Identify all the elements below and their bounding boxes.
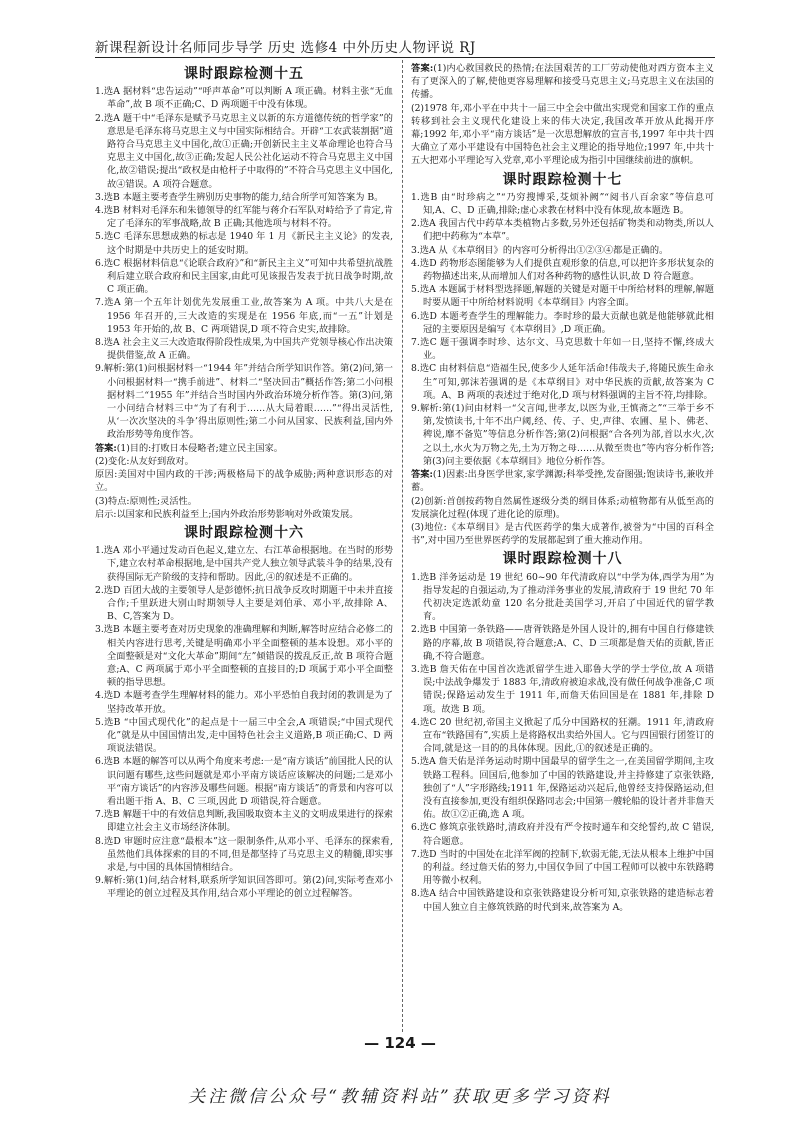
answer-item: 5.选C 毛泽东思想成熟的标志是 1940 年 1 月《新民主主义论》的发表,这个时期是中共历史上的延安时期。	[95, 231, 393, 256]
answer-block	[95, 442, 393, 455]
answer-item: 4.选D 本题考查学生理解材料的能力。邓小平恐怕自我封闭的教训是为了坚持改革开放。	[95, 690, 393, 715]
answer-line: (2)1978 年,邓小平在中共十一届三中全会中做出实现党和国家工作的重点转移到社会主义现代化建设上来的伟大决定,我国改革开放从此揭开序幕;1992 年,邓小平“南方谈话”是一次思想解放的宣言书,1997 年中共十四大确立了邓小平建设有中国特色社会主义理论的指导地位;1997 年,中共十五大把邓小平理论写入党章,邓小平理论成为指引中国继续前进的旗帜。	[411, 102, 714, 167]
answer-line: (2)变化:从友好到敌对。	[95, 455, 194, 467]
answer-line: (3)特点:原则性;灵活性。	[95, 495, 197, 507]
answer-item: 7.选B 解题干中的有效信息判断,我国吸取资本主义的文明成果进行的探索即建立社会主义市场经济体制。	[95, 809, 393, 834]
section-title-16: 课时跟踪检测十六	[184, 524, 304, 541]
answer-item: 5.选A 本题属于材料型选择题,解题的关键是对题干中所给材料的理解,解题时要从题干中所给材料说明《本草纲目》内容全面。	[411, 284, 714, 309]
answer-item: 6.选D 本题考查学生的理解能力。李时珍的最大贡献也就是他能够就此相冠的主要原因是编写《本草纲目》,D 项正确。	[411, 310, 714, 335]
answer-item: 1.选B 洋务运动是 19 世纪 60~90 年代清政府以“中学为体,西学为用”为指导发起的自强运动,为了推动洋务事业的发展,清政府于 19 世纪 70 年代初决定选派幼童 120 名分批赴美国学习,开启了中国近代的留学教育。	[411, 571, 714, 623]
answer-item: 3.选B 詹天佑在中国首次选派留学生进入耶鲁大学的学士学位,故 A 项错误;中法战争爆发于 1883 年,清政府被迫求战,没有做任何战争准备,C 项错误;保路运动发生于 1911 年,而詹天佑回国是在 1881 年,排除 D 项。故选 B 项。	[411, 663, 714, 715]
answer-item: 8.选A 社会主义三大改造取得阶段性成果,为中国共产党领导核心作出决策提供借鉴,故 A 正确。	[95, 337, 393, 362]
answer-line: (3)地位:《本草纲目》是古代医药学的集大成著作,被誉为“中国的百科全书”,对中国乃至世界医药学的发展都起到了重大推动作用。	[411, 521, 714, 547]
column-divider	[402, 60, 403, 1032]
answer-block	[411, 468, 714, 494]
answer-item: 8.选C 由材料信息“造福生民,使多少人延年活命!伟哉夫子,将随民族生命永生”可知,郭沫若强调的是《本草纲目》对中华民族的贡献,故答案为 C 项。A、B 两项的表述过于绝对化,D 项与材料强调的主旨不符,均排除。	[411, 363, 714, 401]
page-number: — 124 —	[364, 1034, 436, 1052]
answer-item: 6.选B 本题的解答可以从两个角度来考虑:一是“南方谈话”前国批人民的认识问题有哪些,这些问题就是邓小平南方谈话应该解决的问题;二是邓小平“南方谈话”的内容涉及哪些问题。根据“南方谈话”的背景和内容可以看出题干指 A、B、C 三项,因此 D 项错误,符合题意。	[95, 756, 393, 807]
answer-item: 3.选B 本题主要考查对历史现象的准确理解和判断,解答时应结合必修二的相关内容进行思考,关键是明确邓小平全面整顿的基本设想。邓小平的全面整顿是对“文化大革命”期间“左”倾错误的拨乱反正,故 B 项符合题意;A、C 两项属于邓小平全面整顿的直接目的;D 项属于邓小平全面整顿的指导思想。	[95, 624, 393, 689]
answer-item: 8.选A 结合中国铁路建设和京张铁路建设分析可知,京张铁路的建造标志着中国人独立自主修筑铁路的时代到来,故答案为 A。	[411, 888, 714, 913]
section-title-15: 课时跟踪检测十五	[184, 66, 304, 82]
answer-item: 2.选D 百团大战的主要领导人是彭德怀;抗日战争反攻时期题干中未并直接合作;千里跃进大别山时期领导人主要是刘伯承、邓小平,故排除 A、B、C,答案为 D。	[95, 584, 393, 623]
answer-item: 3.选A 从《本草纲目》的内容可分析得出①②③④都是正确的。	[411, 244, 669, 256]
answer-item: 4.选B 材料对毛泽东和朱德领导的红军能与蒋介石军队对峙给予了肯定,肯定了毛泽东的军事战略,故 B 正确;其他选项与材料不符。	[95, 205, 393, 230]
answer-item: 3.选B 本题主要考查学生辨别历史事物的能力,结合所学可知答案为 B。	[95, 191, 384, 203]
answer-item: 4.选C 20 世纪初,帝国主义掀起了瓜分中国路权的狂潮。1911 年,清政府宣布“铁路国有”,实质上是将路权出卖给外国人。它与四国银行团签订的合同,就是这一目的的具体体现。因此,①的叙述是正确的。	[411, 716, 714, 755]
answer-line: 启示:以国家和民族利益至上;国内外政治形势影响对外政策发展。	[95, 508, 359, 520]
answer-line: (1)因素:出身医学世家,家学渊源;科举受挫,发奋图强;饱读诗书,兼收并蓄。	[411, 469, 714, 494]
answer-item: 5.选A 詹天佑是洋务运动时期中国最早的留学生之一,在美国留学期间,主攻铁路工程科。回国后,他参加了中国的铁路建设,并主持修建了京张铁路,独创了“人”字形路线;1911 年,保路运动兴起后,他曾经支持保路运动,但没有直接参加,更没有组织保路同志会;中国第一艘轮船的设计者并非詹天佑。故①②正确,选 A 项。	[411, 756, 714, 821]
header-rule	[95, 57, 715, 58]
answer-item: 1.选A 据材料“忠告运动”“呼声革命”可以判断 A 项正确。材料主张“无血革命”,故 B 项不正确;C、D 两项题干中没有体现。	[95, 86, 393, 111]
answer-item: 6.选C 修筑京张铁路时,清政府并没有严令按时通车和交纶誓约,故 C 错误,符合题意。	[411, 822, 714, 847]
answer-item: 2.选B 中国第一条铁路——唐胥铁路是外国人设计的,拥有中国自行修建铁路的序幕,故 B 项错误,符合题意;A、C、D 三项都是詹天佑的贡献,皆正确,不符合题意。	[411, 624, 714, 662]
footer-promo: 关注微信公众号“教辅资料站”获取更多学习资料	[188, 1087, 612, 1107]
right-column	[411, 62, 714, 1032]
answer-block	[411, 62, 714, 102]
section-title-17: 课时跟踪检测十七	[502, 171, 623, 188]
left-column	[95, 62, 393, 1032]
answer-line: (2)创新:首创按药物自然属性逐级分类的纲目体系;动植物都有从低至高的发展演化过程(体现了进化论的原理)。	[411, 495, 714, 520]
answer-item: 7.选A 第一个五年计划优先发展重工业,故答案为 A 项。中共八大是在 1956 年召开的,三大改造的实现是在 1956 年底,而“一五”计划是 1953 年开始的,故 B、C 两项错误,D 项不符合史实,故排除。	[95, 297, 393, 335]
running-header: 新课程新设计名师同步导学 历史 选修4 中外历史人物评说 RJ	[95, 40, 476, 56]
answer-item: 5.选B “中国式现代化”的起点是十一届三中全会,A 项错误;“中国式现代化”就是从中国国情出发,走中国特色社会主义道路,B 项正确;C、D 两项说法错误。	[95, 716, 393, 755]
answer-item: 6.选C 根据材料信息“《论联合政府》”和“新民主主义”可知中共希望抗战胜利后建立联合政府和民主国家,由此可见该报告发表于抗日战争时期,故 C 项正确。	[95, 257, 393, 296]
answer-line: (1)内心救国救民的热情;在法国艰苦的工厂劳动使他对西方资本主义有了更深入的了解,使他更容易理解和接受马克思主义;马克思主义在法国的传播。	[411, 63, 714, 101]
answer-item: 2.选A 我国古代中药草本类植物占多数,另外还包括矿物类和动物类,所以人们把中药称为“本草”。	[411, 218, 714, 243]
answer-item: 9.解析:第(1)问由材料一“父言闻,世孝友,以医为业,王慎斋之”“三举于乡不第,发愤读书,十年不出户阈,经、传、子、史,声律、农圃、星卜、佛老、稗说,靡不备览”等信息分析作答;第(2)问根据“合各列为部,首以水火,次之以土,水火为万物之先,土为万物之母……从微至贵也”等内容分析作答;第(3)问主要依据《本草纲目》地位分析作答。	[411, 403, 714, 467]
answer-item: 2.选A 题干中“毛泽东是赋予马克思主义以新的东方道德传统的哲学家”的意思是毛泽东将马克思主义与中国实际相结合。开辟“工农武装割据”道路符合马克思主义中国化,故①正确;开创新民主主义革命理论也符合马克思主义中国化,故③正确;发起人民公社化运动不符合马克思主义中国化,故②错误;提出“政权是由枪杆子中取得的”不符合马克思主义中国化,故④错误。A 项符合题意。	[95, 112, 393, 190]
answer-item: 7.选C 题干强调李时珍、达尔文、马克思数十年如一日,坚持不懈,终成大业。	[411, 337, 714, 362]
answer-label: 答案:	[95, 442, 117, 454]
section-title-18: 课时跟踪检测十八	[502, 551, 623, 568]
answer-item: 8.选D 审题时应注意“最根本”这一限制条件,从邓小平、毛泽东的探索看,虽然他们具体探索的目的不同,但是都坚持了马克思主义的精髓,即实事求是,与中国的具体国情相结合。	[95, 835, 393, 873]
answer-label: 答案:	[411, 469, 433, 481]
answer-item: 9.解析:第(1)问根据材料一“1944 年”并结合所学知识作答。第(2)问,第一小问根据材料一“携手前进”、材料二“坚决回击”概括作答;第二小问根据材料二“1955 年”并结合当时国内外政治环境分析作答。第(3)问,第一小问结合材料三中“为了有利于……从大局着眼……”“得出灵活性,从‘一次次坚决的斗争’得出原则性;第二小问从国家、民族利益,国内外政治形势等角度作答。	[95, 363, 393, 441]
answer-label: 答案:	[411, 63, 434, 74]
answer-item: 4.选D 药物形态图能够为人们提供直观形象的信息,可以把许多形状复杂的药物描述出来,从而增加人们对各种药物的感性认识,故 D 符合题意。	[411, 257, 714, 283]
answer-item: 9.解析:第(1)问,结合材料,联系所学知识回答即可。第(2)问,实际考查邓小平理论的创立过程及其作用,结合邓小平理论的创立过程解答。	[95, 875, 393, 900]
answer-item: 7.选D 当时的中国处在北洋军阀的控制下,软弱无能,无法从根本上维护中国的利益。经过詹天佑的努力,中国仅争回了中国工程师可以被中东铁路聘用等微小权利。	[411, 848, 714, 887]
answer-item: 1.选A 邓小平通过发动百色起义,建立左、右江革命根据地。在当时的形势下,建立农村革命根据地,是中国共产党人独立领导武装斗争的结果,没有获得国际无产阶级的支持和帮助。因此,④的叙述是不正确的。	[95, 545, 393, 583]
answer-line: (1)目的:打败日本侵略者;建立民主国家。	[116, 442, 283, 454]
answer-line: 原因:美国对中国内政的干涉;两极格局下的战争威胁;两种意识形态的对立。	[95, 469, 393, 494]
answer-item: 1.选B 由“时珍病之”“乃穷搜博采,芟烦补阙”“阅书八百余家”等信息可知,A、C、D 正确,排除;虚心求教在材料中没有体现,故本题选 B。	[411, 191, 714, 217]
